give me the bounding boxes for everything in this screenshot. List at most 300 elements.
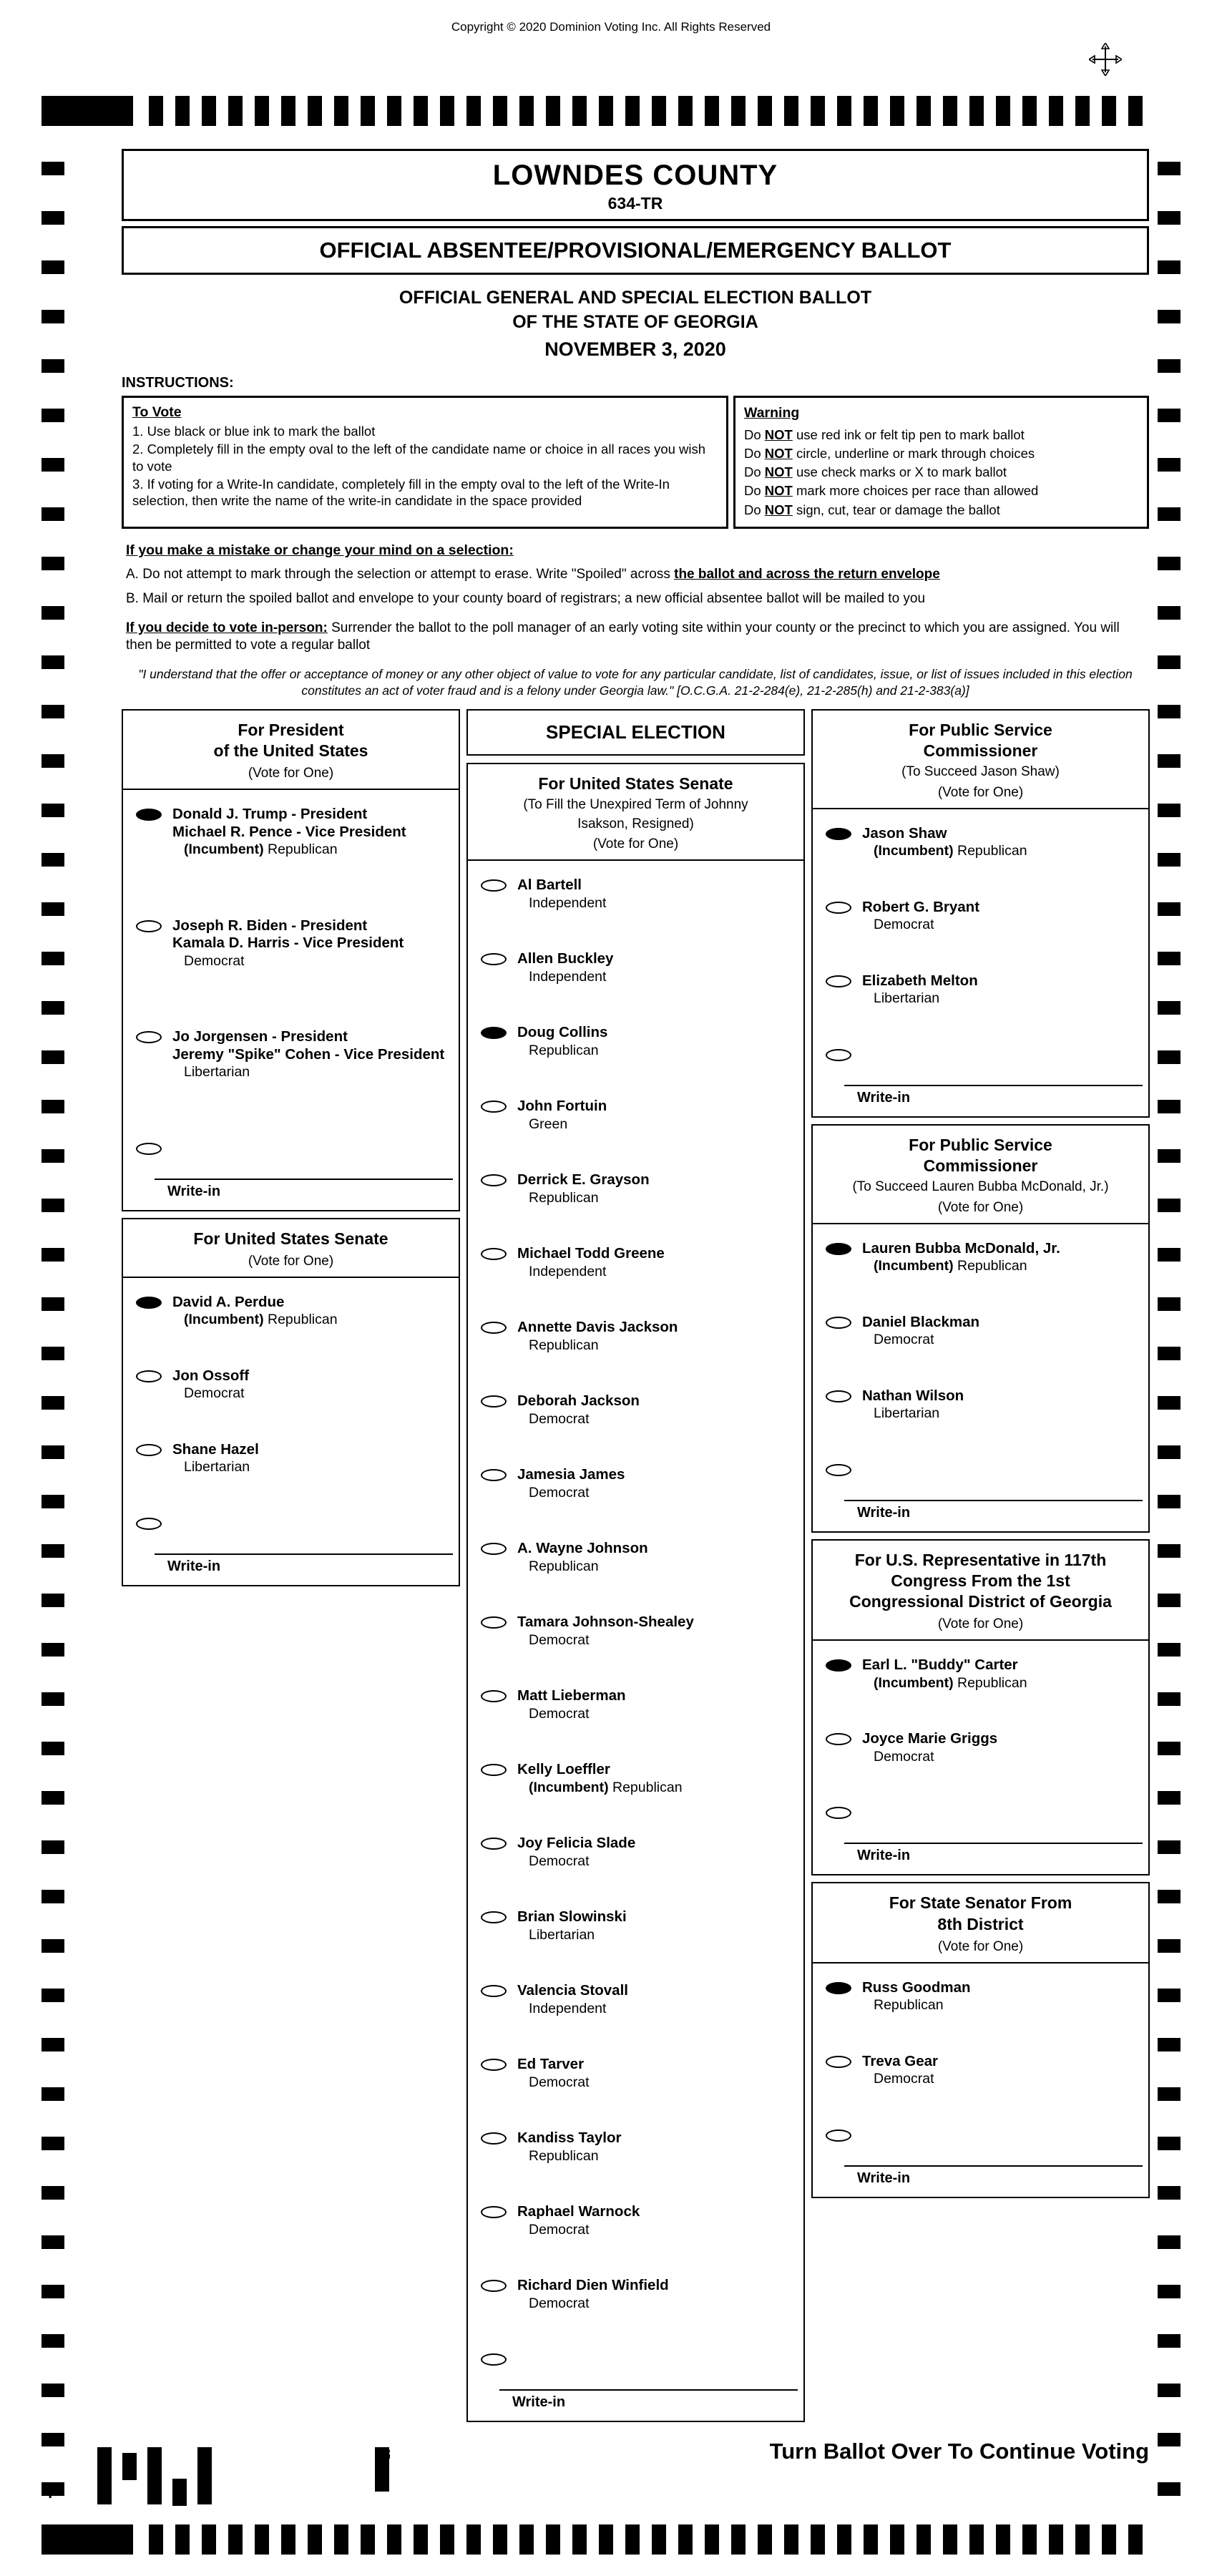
timing-mark: [41, 557, 64, 570]
timing-mark: [414, 2524, 428, 2555]
timing-mark: [175, 2524, 190, 2555]
candidate-name: Jo Jorgensen - President: [172, 1028, 348, 1045]
to-vote-title: To Vote: [132, 404, 182, 420]
timing-mark: [731, 96, 746, 126]
choice-oval[interactable]: [481, 1248, 507, 1260]
choice-oval-filled[interactable]: [136, 1297, 162, 1309]
write-in-oval[interactable]: [826, 1807, 851, 1819]
write-in-oval[interactable]: [826, 1049, 851, 1061]
candidate-text: [517, 2203, 640, 2238]
contest-title-line: For President: [238, 720, 344, 739]
timing-mark: [705, 2524, 719, 2555]
timing-mark: [334, 96, 348, 126]
choice-oval[interactable]: [826, 1317, 851, 1329]
contest-box: [122, 1218, 460, 1586]
timing-mark: [1158, 2137, 1181, 2150]
contest-title-line: For Public Service: [909, 1135, 1052, 1154]
choice-oval[interactable]: [481, 1616, 507, 1629]
choice-oval[interactable]: [136, 1370, 162, 1382]
timing-mark: [41, 1594, 64, 1607]
write-in-label: Write-in: [512, 2394, 566, 2410]
candidate-name: Kandiss Taylor: [517, 2129, 622, 2146]
mistake-item-a: A. Do not attempt to mark through the selection or attempt to erase. Write "Spoiled" across the ballot and across the return envelope: [126, 567, 940, 582]
timing-mark: [41, 804, 64, 817]
candidate-party: Independent: [529, 1263, 607, 1279]
candidate-name: Earl L. "Buddy" Carter: [862, 1657, 1018, 1674]
timing-mark: [308, 2524, 322, 2555]
timing-mark: [493, 2524, 507, 2555]
contest-box: [122, 709, 460, 1211]
choice-oval[interactable]: [136, 1444, 162, 1456]
write-in-label: Write-in: [857, 1848, 911, 1864]
write-in-oval-row: [826, 1461, 1144, 1480]
choice-oval[interactable]: [481, 2280, 507, 2292]
timing-mark: [1022, 96, 1037, 126]
choice-oval[interactable]: [481, 1911, 507, 1923]
candidate-name: Brian Slowinski: [517, 1908, 627, 1926]
write-in-oval[interactable]: [136, 1143, 162, 1155]
timing-mark: [969, 2524, 984, 2555]
election-line2: OF THE STATE OF GEORGIA: [512, 311, 758, 332]
timing-mark: [414, 96, 428, 126]
write-in-section: [813, 2127, 1148, 2197]
choice-oval[interactable]: [481, 1101, 507, 1113]
election-subtitle: [122, 286, 1149, 362]
timing-mark: [41, 2038, 64, 2051]
to-vote-list: [132, 423, 718, 509]
candidate-name: Robert G. Bryant: [862, 898, 980, 915]
timing-mark: [41, 1939, 64, 1953]
timing-mark: [41, 1890, 64, 1903]
contest-title-line: Commissioner: [923, 741, 1038, 760]
choice-oval[interactable]: [481, 1322, 507, 1334]
candidate-name: Doug Collins: [517, 1024, 608, 1041]
timing-mark: [1158, 1149, 1181, 1163]
timing-mark: [41, 1050, 64, 1064]
choice-oval[interactable]: [826, 1733, 851, 1745]
candidate-name: Lauren Bubba McDonald, Jr.: [862, 1239, 1060, 1257]
timing-mark: [361, 96, 375, 126]
contest-title: [813, 1126, 1148, 1224]
candidate-row: [468, 1982, 803, 2017]
timing-mark: [41, 1248, 64, 1262]
choice-oval[interactable]: [481, 1838, 507, 1850]
write-in-section: [813, 1046, 1148, 1116]
timing-mark: [890, 96, 904, 126]
timing-mark: [1158, 2038, 1181, 2051]
write-in-oval-row: [826, 1046, 1144, 1065]
registration-mark-icon: [1089, 43, 1122, 79]
candidate-name: Jamesia James: [517, 1466, 625, 1483]
timing-mark: [1158, 2384, 1181, 2397]
candidate-party: Independent: [529, 894, 607, 911]
choice-oval[interactable]: [826, 975, 851, 987]
candidate-name: Raphael Warnock: [517, 2202, 640, 2220]
timing-mark: [1158, 1001, 1181, 1015]
timing-mark: [1158, 1643, 1181, 1657]
candidate-party: Democrat: [529, 2221, 590, 2238]
timing-mark: [758, 96, 772, 126]
write-in-section: [813, 1461, 1148, 1531]
timing-mark: [41, 359, 64, 373]
candidate-party: Republican: [529, 2147, 599, 2164]
timing-mark: [387, 96, 401, 126]
candidate-party: Libertarian: [874, 990, 940, 1007]
timing-mark: [1158, 1742, 1181, 1755]
candidate-party: Republican: [529, 1558, 599, 1574]
candidate-party: Republican: [529, 1337, 599, 1353]
candidate-party: Democrat: [874, 1748, 934, 1765]
timing-mark: [41, 2384, 64, 2397]
choice-oval-filled[interactable]: [136, 809, 162, 821]
candidate-row: [468, 1540, 803, 1575]
choice-oval[interactable]: [481, 1690, 507, 1702]
write-in-oval-row: [481, 2351, 799, 2369]
candidate-party: Independent: [529, 2000, 607, 2016]
timing-mark: [149, 2524, 163, 2555]
ballot-type-title: OFFICIAL ABSENTEE/PROVISIONAL/EMERGENCY BALLOT: [122, 226, 1149, 275]
timing-mark: [41, 1100, 64, 1113]
write-in-oval-row: [826, 1804, 1144, 1823]
choice-oval[interactable]: [481, 879, 507, 892]
timing-mark: [1158, 2334, 1181, 2348]
candidate-row: [813, 825, 1148, 860]
timing-mark: [440, 96, 454, 126]
candidate-name: Michael Todd Greene: [517, 1245, 665, 1262]
candidate-text: [862, 972, 978, 1008]
timing-mark: [916, 2524, 931, 2555]
timing-mark: [41, 260, 64, 274]
timing-mark: [678, 2524, 693, 2555]
timing-mark: [41, 2334, 64, 2348]
timing-mark: [41, 1396, 64, 1410]
timing-mark: [1158, 260, 1181, 274]
choice-oval[interactable]: [136, 1031, 162, 1043]
timing-mark: [466, 96, 481, 126]
timing-mark: [493, 96, 507, 126]
timing-mark: [41, 705, 64, 718]
ballot-id-marks: [97, 2447, 212, 2506]
stub-mark: [375, 2447, 402, 2492]
choice-oval[interactable]: [481, 1764, 507, 1776]
timing-mark: [652, 96, 666, 126]
timing-lead-mark-bottom: [41, 2524, 133, 2555]
timing-mark: [41, 211, 64, 225]
timing-marks-top: [41, 96, 1143, 126]
timing-mark: [1158, 804, 1181, 817]
timing-mark: [1158, 310, 1181, 323]
timing-row-bottom: [149, 2524, 1143, 2555]
ballot-column-1: [122, 709, 460, 1593]
candidate-name: Richard Dien Winfield: [517, 2276, 669, 2293]
candidate-text: [862, 1387, 964, 1423]
timing-mark: [1158, 2482, 1181, 2496]
vote-for-instruction: (Vote for One): [937, 784, 1024, 800]
contest-title-line: For U.S. Representative in 117th: [854, 1550, 1107, 1569]
timing-mark: [1158, 1445, 1181, 1459]
choice-oval[interactable]: [481, 1469, 507, 1481]
contest-title-line: For United States Senate: [193, 1229, 388, 1248]
candidate-name: David A. Perdue: [172, 1293, 285, 1310]
candidate-party: Green: [529, 1116, 568, 1132]
write-in-line[interactable]: [844, 1500, 1143, 1501]
timing-mark: [281, 96, 295, 126]
write-in-label: Write-in: [167, 1183, 221, 1199]
choice-oval[interactable]: [826, 2056, 851, 2068]
timing-mark: [387, 2524, 401, 2555]
choice-oval[interactable]: [826, 902, 851, 914]
choice-oval-filled[interactable]: [481, 1027, 507, 1039]
candidate-party: Libertarian: [874, 1405, 940, 1422]
timing-mark: [1158, 458, 1181, 472]
candidate-text: [172, 1367, 249, 1402]
timing-mark: [41, 2285, 64, 2298]
choice-oval[interactable]: [481, 1543, 507, 1555]
candidate-party: (Incumbent) Republican: [874, 843, 1027, 859]
timing-mark: [41, 1001, 64, 1015]
candidate-party: Democrat: [529, 2074, 590, 2090]
choice-oval-filled[interactable]: [826, 1243, 851, 1255]
write-in-line[interactable]: [155, 1553, 453, 1555]
candidate-row: [813, 1730, 1148, 1765]
candidate-party: (Incumbent) Republican: [184, 841, 338, 858]
vote-for-instruction: (Vote for One): [937, 1938, 1024, 1954]
timing-mark: [41, 952, 64, 965]
timing-mark: [1158, 1297, 1181, 1311]
timing-mark: [41, 606, 64, 620]
timing-mark: [599, 96, 613, 126]
ballot-id-bar: [172, 2479, 187, 2506]
choice-oval-filled[interactable]: [826, 828, 851, 840]
timing-mark: [916, 96, 931, 126]
precinct-code: 634-TR: [607, 194, 663, 213]
contest-title: [468, 764, 803, 862]
choice-oval-filled[interactable]: [826, 1659, 851, 1672]
candidate-row: [468, 1392, 803, 1428]
contest-title: [813, 711, 1148, 809]
timing-mark: [1158, 2186, 1181, 2200]
timing-mark: [1158, 211, 1181, 225]
candidate-text: [172, 1028, 444, 1081]
timing-mark: [1049, 2524, 1063, 2555]
candidate-text: [862, 899, 979, 934]
vote-for-instruction: (Vote for One): [592, 836, 679, 852]
candidate-party: Independent: [529, 968, 607, 985]
timing-mark: [837, 96, 851, 126]
candidate-party: Democrat: [184, 952, 245, 969]
timing-mark: [308, 96, 322, 126]
ballot-column-3: [811, 709, 1150, 2205]
candidate-row: [813, 1657, 1148, 1692]
timing-mark: [1158, 162, 1181, 175]
candidate-text: [517, 1614, 694, 1649]
timing-mark: [784, 2524, 798, 2555]
write-in-oval[interactable]: [826, 2129, 851, 2142]
candidate-text: [172, 917, 404, 970]
timing-mark: [1158, 2235, 1181, 2249]
timing-mark: [811, 2524, 825, 2555]
write-in-section: [813, 1804, 1148, 1874]
legal-affirmation: "I understand that the offer or acceptance of money or any other object of value to vote for any particular candidate, list of candidates, issue, or list of issues included in this election constitutes an act of voter fraud and is a felony under Georgia law." [O.C.G.A. 21-2-284(e), 21-2-285(h) and 21-2-383(a)]: [138, 667, 1133, 698]
write-in-line[interactable]: [844, 2165, 1143, 2167]
write-in-line[interactable]: [844, 1085, 1143, 1086]
candidate-row: [468, 1024, 803, 1059]
timing-mark: [1158, 1594, 1181, 1607]
write-in-oval-row: [826, 2127, 1144, 2145]
timing-mark: [811, 96, 825, 126]
candidate-row: [813, 1979, 1148, 2014]
choice-oval[interactable]: [481, 2132, 507, 2145]
warning-box: [733, 396, 1149, 529]
candidate-list: [813, 809, 1148, 1008]
write-in-line[interactable]: [844, 1843, 1143, 1844]
ballot-id-bar: [97, 2447, 112, 2504]
write-in-oval-row: [136, 1140, 454, 1158]
choice-oval[interactable]: [481, 1985, 507, 1997]
candidate-row: [468, 1098, 803, 1133]
county-header-box: [122, 149, 1149, 221]
timing-mark: [41, 2186, 64, 2200]
write-in-oval[interactable]: [136, 1518, 162, 1530]
timing-mark: [1158, 1890, 1181, 1903]
candidate-name: Ed Tarver: [517, 2056, 585, 2072]
candidate-name: Allen Buckley: [517, 950, 614, 967]
timing-mark: [1158, 1939, 1181, 1953]
candidate-text: [517, 2277, 669, 2312]
candidate-text: [862, 1314, 979, 1349]
candidate-text: [862, 825, 1027, 860]
write-in-line[interactable]: [155, 1179, 453, 1180]
timing-mark: [41, 409, 64, 422]
timing-mark: [1158, 1100, 1181, 1113]
choice-oval[interactable]: [136, 920, 162, 932]
choice-oval[interactable]: [481, 953, 507, 965]
candidate-row: [468, 877, 803, 912]
warning-title: Warning: [744, 404, 800, 421]
to-vote-item: 2. Completely fill in the empty oval to the left of the candidate name or choice in all races you wish to vote: [132, 441, 706, 474]
timing-mark: [41, 162, 64, 175]
write-in-section: [123, 1140, 459, 1210]
candidate-row: [468, 1171, 803, 1206]
contest-note-line: Isakson, Resigned): [577, 816, 694, 831]
write-in-line[interactable]: [499, 2389, 798, 2391]
write-in-section: [123, 1515, 459, 1585]
warning-list: [744, 426, 1138, 519]
candidate-text: [517, 950, 613, 985]
candidate-name: Treva Gear: [862, 2052, 938, 2069]
timing-mark: [572, 96, 587, 126]
contest-note-line: (To Succeed Jason Shaw): [901, 763, 1060, 779]
timing-mark: [1075, 96, 1090, 126]
candidate-row: [123, 1367, 459, 1402]
candidate-row: [468, 1908, 803, 1943]
contest-title: [123, 711, 459, 790]
write-in-oval[interactable]: [826, 1464, 851, 1476]
timing-mark: [440, 2524, 454, 2555]
candidate-party: Democrat: [529, 1484, 590, 1501]
candidate-row: [468, 2277, 803, 2312]
timing-mark: [652, 2524, 666, 2555]
choice-oval-filled[interactable]: [826, 1982, 851, 1994]
contest-box: [811, 709, 1150, 1118]
timing-mark: [864, 2524, 878, 2555]
timing-mark: [996, 96, 1010, 126]
candidate-party: Republican: [874, 1997, 944, 2014]
candidate-name: Jeremy "Spike" Cohen - Vice President: [172, 1045, 445, 1063]
timing-mark: [281, 2524, 295, 2555]
candidate-row: [813, 899, 1148, 934]
write-in-oval[interactable]: [481, 2353, 507, 2366]
contest-note-line: (To Succeed Lauren Bubba McDonald, Jr.): [852, 1179, 1109, 1195]
timing-mark: [1128, 2524, 1143, 2555]
timing-mark: [228, 96, 243, 126]
candidate-text: [862, 2053, 938, 2088]
candidate-party: Republican: [529, 1042, 599, 1058]
timing-mark: [255, 2524, 269, 2555]
timing-mark: [1128, 96, 1143, 126]
write-in-label: Write-in: [857, 1089, 911, 1106]
timing-mark: [599, 2524, 613, 2555]
candidate-party: (Incumbent) Republican: [874, 1258, 1027, 1274]
to-vote-item: 3. If voting for a Write-In candidate, completely fill in the empty oval to the left of the Write-In selection, then write the name of the write-in candidate in the space provided: [132, 476, 670, 508]
contest-columns: [122, 709, 1149, 2429]
candidate-list: [813, 1224, 1148, 1423]
timing-mark: [1158, 1840, 1181, 1854]
candidate-name: Valencia Stovall: [517, 1982, 628, 1999]
timing-mark: [41, 458, 64, 472]
candidate-name: Annette Davis Jackson: [517, 1319, 678, 1336]
contest-title-line: Commissioner: [923, 1156, 1038, 1175]
candidate-party: Democrat: [529, 1631, 590, 1648]
timing-mark: [625, 96, 640, 126]
timing-mark: [41, 754, 64, 768]
timing-mark: [864, 96, 878, 126]
candidate-name: Deborah Jackson: [517, 1392, 640, 1410]
timing-mark: [625, 2524, 640, 2555]
candidate-name: Russ Goodman: [862, 1979, 971, 1996]
election-line1: OFFICIAL GENERAL AND SPECIAL ELECTION BALLOT: [399, 288, 872, 308]
contest-box: [811, 1124, 1150, 1533]
contest-title-line: For Public Service: [909, 720, 1052, 739]
mistake-item-b: B. Mail or return the spoiled ballot and envelope to your county board of registrars; a new official absentee ballot will be mailed to you: [126, 590, 926, 606]
to-vote-box: [122, 396, 728, 529]
candidate-party: (Incumbent) Republican: [874, 1674, 1027, 1691]
choice-oval[interactable]: [481, 1395, 507, 1407]
timing-mark: [546, 96, 560, 126]
write-in-label: Write-in: [857, 1504, 911, 1521]
candidate-text: [517, 1761, 683, 1796]
timing-mark: [175, 96, 190, 126]
candidate-text: [517, 1908, 627, 1943]
timing-mark: [1158, 1791, 1181, 1805]
timing-mark: [41, 1840, 64, 1854]
timing-mark: [1158, 1495, 1181, 1508]
candidate-row: [468, 2203, 803, 2238]
candidate-party: (Incumbent) Republican: [184, 1312, 338, 1328]
timing-mark: [334, 2524, 348, 2555]
timing-mark: [546, 2524, 560, 2555]
candidate-text: [862, 1730, 997, 1765]
timing-row-top: [149, 96, 1143, 126]
contest-box: [811, 1539, 1150, 1876]
choice-oval[interactable]: [826, 1390, 851, 1402]
choice-oval[interactable]: [481, 2206, 507, 2218]
choice-oval[interactable]: [481, 2059, 507, 2071]
choice-oval[interactable]: [481, 1174, 507, 1186]
timing-mark: [1158, 1692, 1181, 1706]
warning-item: Do NOT mark more choices per race than allowed: [744, 483, 1039, 499]
candidate-row: [468, 1835, 803, 1870]
